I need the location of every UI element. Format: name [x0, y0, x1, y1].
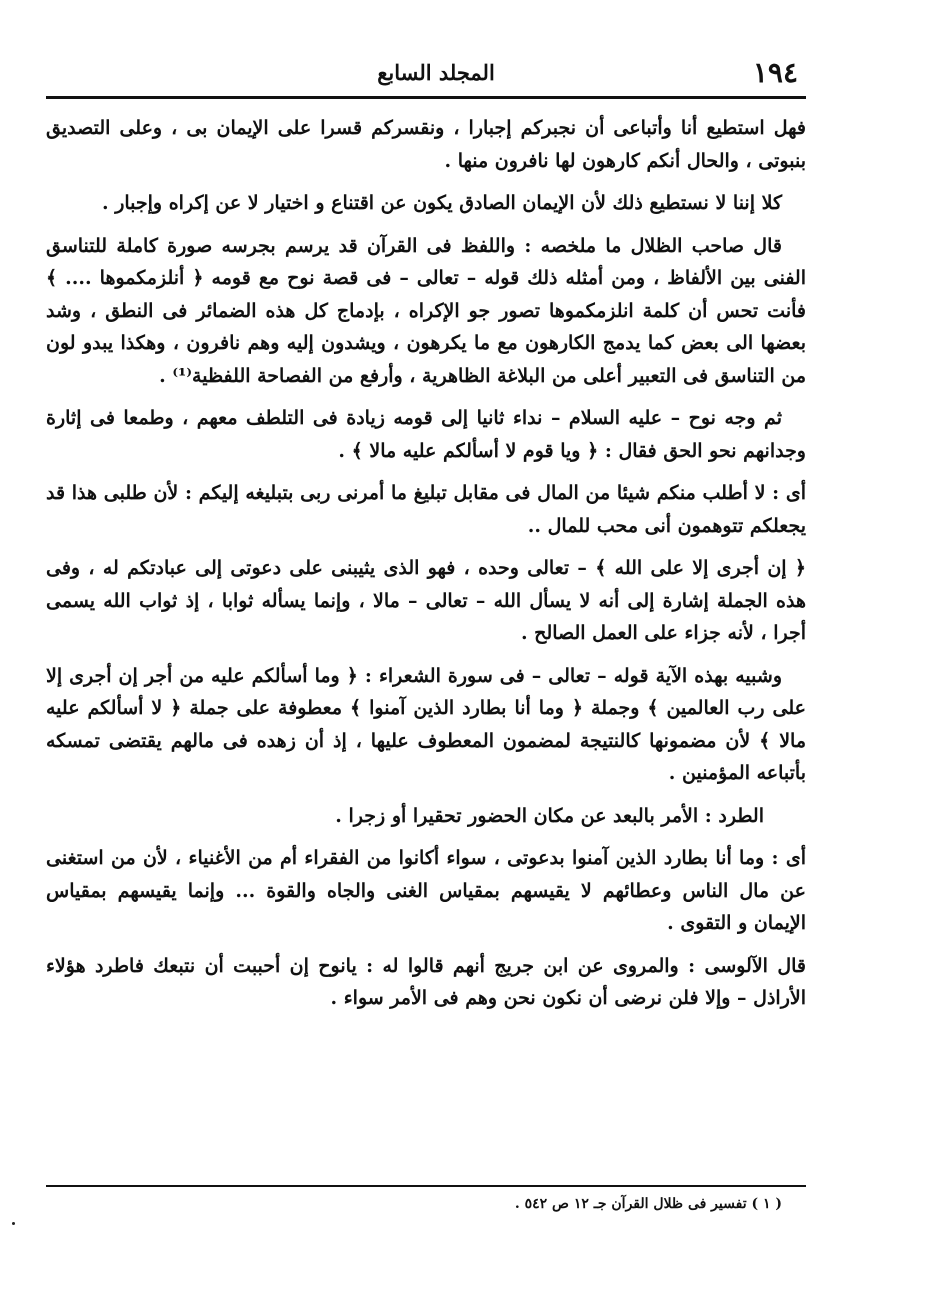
paragraph-10: قال الآلوسى : والمروى عن ابن جريج أنهم قالوا له : يانوح إن أحببت أن نتبعك فاطرد هؤلاء الأراذل – وإلا فلن نرضى أن نكون نحن وهم فى الأمر سواء . [46, 954, 806, 1009]
scan-speck [12, 1222, 15, 1225]
paragraph-8: الطرد : الأمر بالبعد عن مكان الحضور تحقيرا أو زجرا . [335, 804, 764, 827]
page-header [46, 56, 806, 92]
paragraph-3: قال صاحب الظلال ما ملخصه : واللفظ فى القرآن قد يرسم بجرسه صورة كاملة للتناسق الفنى بين الألفاظ ، ومن أمثله ذلك قوله – تعالى – فى قصة نوح مع قومه ﴿ أنلزمكموها .... ﴾ فأنت تحس أن كلمة انلزمكموها تصور جو الإكراه ، بإدماج كل هذه الضمائر فى النطق ، وشد بعضها الى بعض كما يدمج الكارهون مع ما يكرهون ، ويشدون إليه وهم نافرون ، وهكذا يبدو لون من التناسق فى التعبير أعلى من البلاغة الظاهرية ، وأرفع من الفصاحة اللفظية⁽¹⁾ . [46, 234, 806, 387]
header-divider [46, 96, 806, 99]
paragraph-7: وشبيه بهذه الآية قوله – تعالى – فى سورة الشعراء : ﴿ وما أسألكم عليه من أجر إن أجرى إلا على رب العالمين ﴾ وجملة ﴿ وما أنا بطارد الذين آمنوا ﴾ معطوفة على جملة ﴿ لا أسألكم عليه مالا ﴾ لأن مضمونها كالنتيجة لمضمون المعطوف عليها ، إذ أن زهده فى مالهم يقتضى تمسكه بأتباعه المؤمنين . [46, 664, 806, 784]
paragraph-2: كلا إننا لا نستطيع ذلك لأن الإيمان الصادق يكون عن اقتناع و اختيار لا عن إكراه وإجبار . [101, 192, 782, 214]
body-text [46, 112, 806, 1025]
paragraph-4: ثم وجه نوح – عليه السلام – نداء ثانيا إلى قومه زيادة فى التلطف معهم ، وطمعا فى إثارة وجدانهم نحو الحق فقال : ﴿ ويا قوم لا أسألكم عليه مالا ﴾ . [46, 407, 806, 462]
paragraph-6: ﴿ إن أجرى إلا على الله ﴾ – تعالى وحده ، فهو الذى يثيبنى على دعوتى إلى عبادتكم له ، وفى هذه الجملة إشارة إلى أنه لا يسأل الله – تعالى – مالا ، وإنما يسأله ثوابا ، إذ ثواب الله يسمى أجرا ، لأنه جزاء على العمل الصالح . [46, 557, 806, 644]
paragraph-5: أى : لا أطلب منكم شيئا من المال فى مقابل تبليغ ما أمرنى ربى بتبليغه إليكم : لأن طلبى هذا قد يجعلكم تتوهمون أنى محب للمال .. [46, 482, 806, 537]
page-number: ١٩٤ [752, 56, 798, 89]
footnote-divider [46, 1185, 806, 1187]
footnote: ( ١ ) تفسير فى ظلال القرآن جـ ١٢ ص ٥٤٢ . [514, 1196, 782, 1212]
paragraph-9: أى : وما أنا بطارد الذين آمنوا بدعوتى ، سواء أكانوا من الفقراء أم من الأغنياء ، لأن من استغنى عن مال الناس وعطائهم لا يقيسهم بمقياس الغنى والجاه والقوة ... وإنما يقيسهم بمقياس الإيمان و التقوى . [46, 847, 806, 934]
running-title: المجلد السابع [377, 60, 495, 85]
paragraph-1: فهل استطيع أنا وأتباعى أن نجبركم إجبارا ، ونقسركم قسرا على الإيمان بى ، وعلى التصديق بنبوتى ، والحال أنكم كارهون لها نافرون منها . [46, 117, 806, 172]
